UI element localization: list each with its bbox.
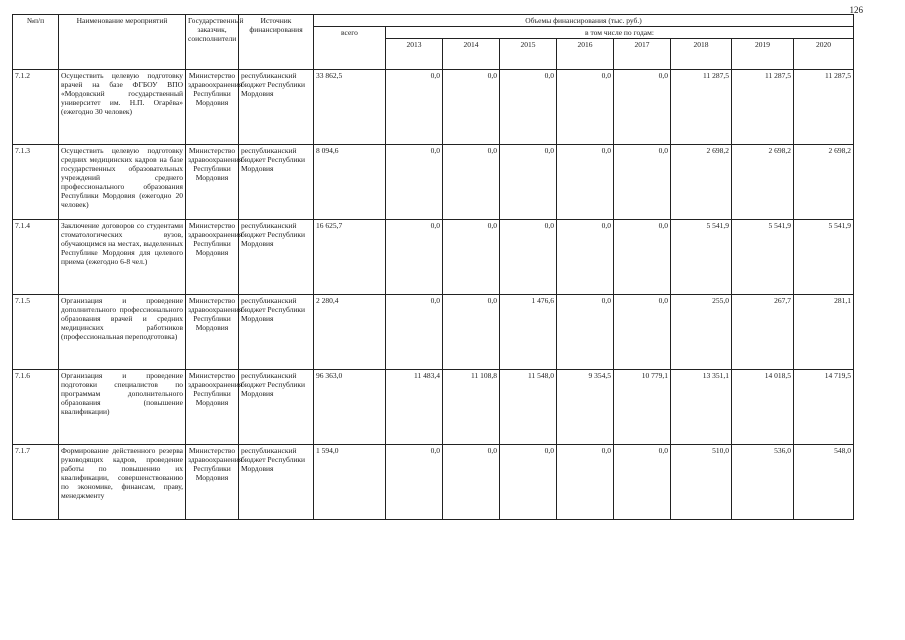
funding-year-2015: 0,0 [500,145,557,220]
activity-name: Заключение договоров со студентами стоматологических вузов, обучающимся на местах, выделенных Республике Мордовия для целевого приема (ежегодно 6-8 чел.) [59,220,186,295]
funding-year-2019: 2 698,2 [732,145,794,220]
funding-year-2020: 14 719,5 [794,370,854,445]
table-row [13,445,854,520]
funding-source: республиканский бюджет Республики Мордовия [239,145,314,220]
funding-year-2013: 0,0 [386,220,443,295]
row-num: 7.1.3 [13,145,59,220]
funding-year-2016: 9 354,5 [557,370,614,445]
header-year: 2020 [794,39,854,70]
funding-source: республиканский бюджет Республики Мордовия [239,220,314,295]
state-customer: Министерство здравоохранения Республики Мордовия [186,445,239,520]
row-num: 7.1.5 [13,295,59,370]
funding-year-2014: 0,0 [443,70,500,145]
funding-source: республиканский бюджет Республики Мордовия [239,295,314,370]
funding-year-2017: 10 779,1 [614,370,671,445]
table-row [13,220,854,295]
header-source: Источник финансирования [239,15,314,70]
funding-year-2014: 0,0 [443,295,500,370]
funding-year-2014: 0,0 [443,145,500,220]
funding-year-2019: 5 541,9 [732,220,794,295]
funding-source: республиканский бюджет Республики Мордовия [239,70,314,145]
funding-year-2020: 548,0 [794,445,854,520]
table-row [13,145,854,220]
state-customer: Министерство здравоохранения Республики Мордовия [186,295,239,370]
funding-total: 96 363,0 [314,370,386,445]
header-year: 2018 [671,39,732,70]
funding-total: 1 594,0 [314,445,386,520]
funding-year-2017: 0,0 [614,70,671,145]
funding-total: 16 625,7 [314,220,386,295]
funding-year-2013: 0,0 [386,145,443,220]
state-customer: Министерство здравоохранения Республики Мордовия [186,145,239,220]
funding-total: 8 094,6 [314,145,386,220]
funding-year-2015: 0,0 [500,70,557,145]
funding-year-2020: 2 698,2 [794,145,854,220]
funding-total: 2 280,4 [314,295,386,370]
funding-year-2019: 536,0 [732,445,794,520]
funding-table [12,14,854,520]
row-num: 7.1.6 [13,370,59,445]
activity-name: Организация и проведение дополнительного профессионального образования врачей и средних медицинских работников (профессиональная переподготовка) [59,295,186,370]
funding-source: республиканский бюджет Республики Мордовия [239,445,314,520]
funding-year-2020: 281,1 [794,295,854,370]
funding-year-2013: 0,0 [386,445,443,520]
header-funding: Объемы финансирования (тыс. руб.) [314,15,854,27]
page-number: 126 [849,5,863,15]
funding-year-2016: 0,0 [557,220,614,295]
funding-year-2020: 11 287,5 [794,70,854,145]
funding-year-2019: 14 018,5 [732,370,794,445]
header-total: всего [314,27,386,70]
funding-year-2015: 11 548,0 [500,370,557,445]
funding-total: 33 862,5 [314,70,386,145]
funding-year-2018: 11 287,5 [671,70,732,145]
table-body [13,70,854,520]
table-row [13,70,854,145]
funding-year-2018: 255,0 [671,295,732,370]
funding-year-2015: 0,0 [500,220,557,295]
header-year: 2017 [614,39,671,70]
row-num: 7.1.4 [13,220,59,295]
row-num: 7.1.2 [13,70,59,145]
funding-year-2016: 0,0 [557,145,614,220]
funding-year-2014: 0,0 [443,445,500,520]
funding-year-2014: 11 108,8 [443,370,500,445]
funding-year-2017: 0,0 [614,445,671,520]
funding-year-2017: 0,0 [614,145,671,220]
state-customer: Министерство здравоохранения Республики Мордовия [186,70,239,145]
table-row [13,370,854,445]
funding-source: республиканский бюджет Республики Мордовия [239,370,314,445]
funding-year-2016: 0,0 [557,70,614,145]
header-year: 2016 [557,39,614,70]
state-customer: Министерство здравоохранения Республики Мордовия [186,220,239,295]
funding-year-2017: 0,0 [614,220,671,295]
funding-year-2015: 1 476,6 [500,295,557,370]
activity-name: Организация и проведение подготовки специалистов по программам дополнительного образования (повышение квалификации) [59,370,186,445]
header-customer: Государственный заказчик, соисполнители [186,15,239,70]
header-year: 2015 [500,39,557,70]
activity-name: Формирование действенного резерва руководящих кадров, проведение работы по повышению их квалификации, совершенствованию по экономике, финансам, праву, менеджменту [59,445,186,520]
funding-year-2016: 0,0 [557,445,614,520]
header-name: Наименование мероприятий [59,15,186,70]
funding-year-2018: 5 541,9 [671,220,732,295]
row-num: 7.1.7 [13,445,59,520]
header-year: 2013 [386,39,443,70]
funding-year-2013: 0,0 [386,295,443,370]
header-by-year: в том числе по годам: [386,27,854,39]
funding-year-2020: 5 541,9 [794,220,854,295]
activity-name: Осуществить целевую подготовку средних медицинских кадров на базе государственных образовательных учреждений среднего профессионального образования Республики Мордовия (ежегодно 20 человек) [59,145,186,220]
funding-year-2018: 510,0 [671,445,732,520]
funding-year-2018: 2 698,2 [671,145,732,220]
header-year: 2014 [443,39,500,70]
funding-year-2018: 13 351,1 [671,370,732,445]
activity-name: Осуществить целевую подготовку врачей на базе ФГБОУ ВПО «Мордовский государственный университет им. Н.П. Огарёва» (ежегодно 30 человек) [59,70,186,145]
funding-year-2014: 0,0 [443,220,500,295]
table-header [13,15,854,70]
funding-year-2019: 11 287,5 [732,70,794,145]
funding-year-2016: 0,0 [557,295,614,370]
funding-year-2017: 0,0 [614,295,671,370]
header-num: №п/п [13,15,59,70]
table-row [13,295,854,370]
state-customer: Министерство здравоохранения Республики Мордовия [186,370,239,445]
funding-year-2019: 267,7 [732,295,794,370]
header-year: 2019 [732,39,794,70]
funding-year-2013: 0,0 [386,70,443,145]
funding-year-2015: 0,0 [500,445,557,520]
funding-year-2013: 11 483,4 [386,370,443,445]
